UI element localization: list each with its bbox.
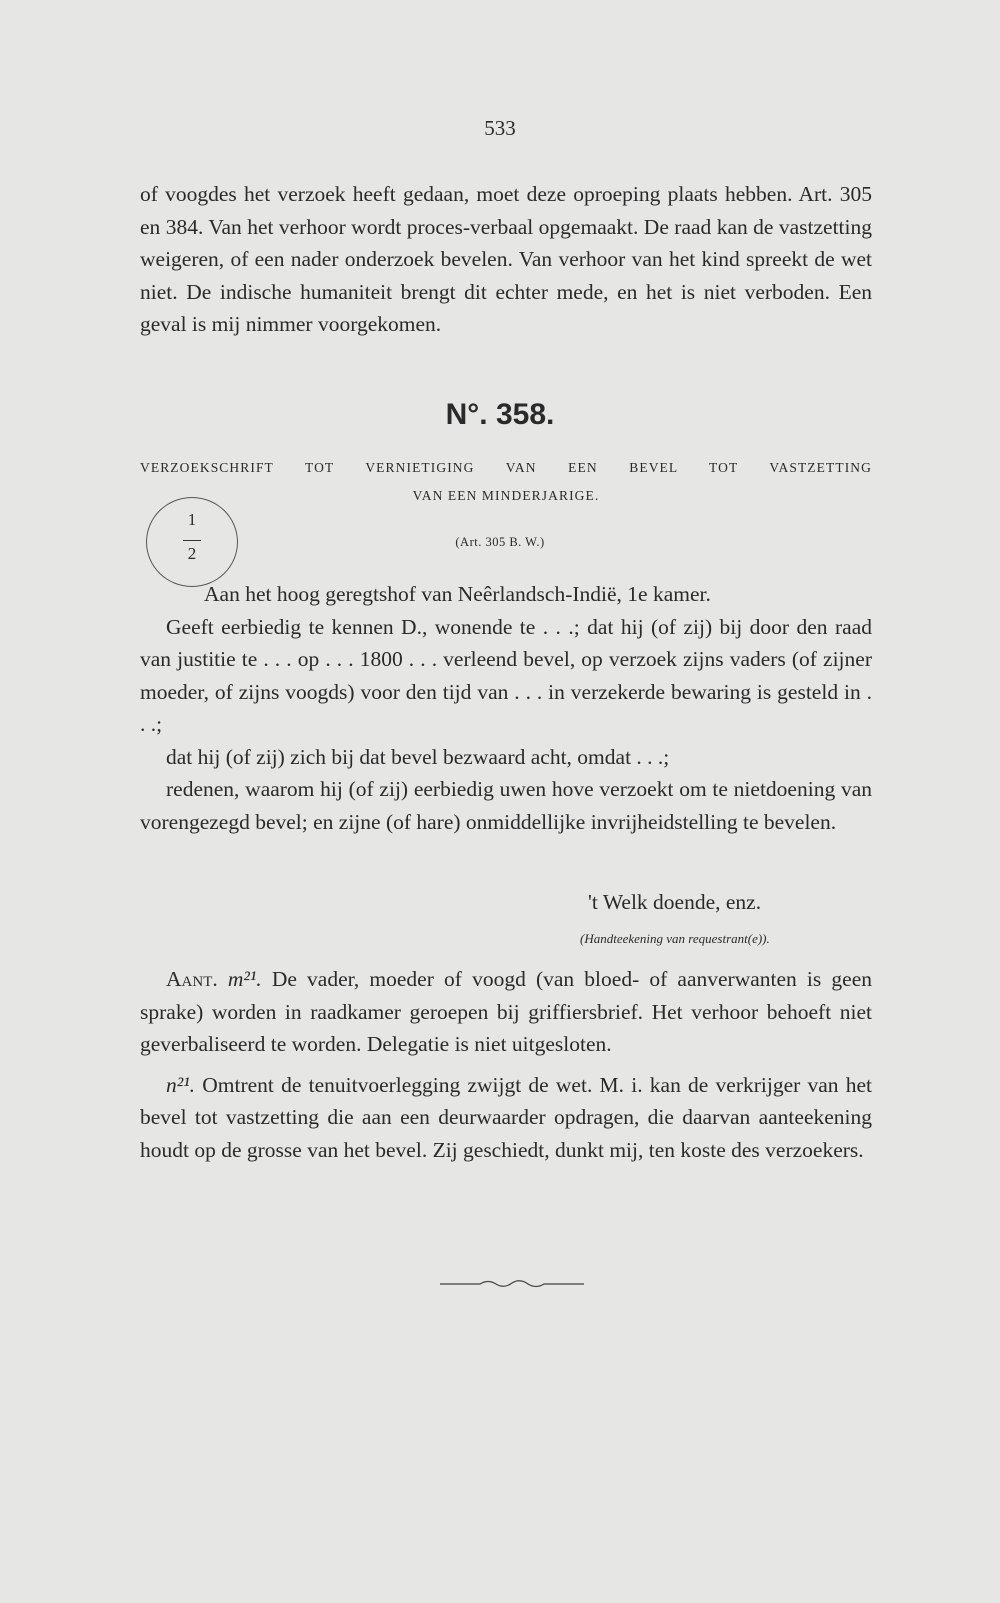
petition-salutation: Aan het hoog geregtshof van Neêrlandsch-Indië, 1e kamer. — [204, 582, 711, 606]
annotations — [140, 963, 872, 1174]
signature-note: (Handteekening van requestrant(e)). — [580, 931, 770, 946]
annotation-mark-m21: m²¹. — [227, 967, 262, 991]
annotation-label: Aant. — [166, 967, 218, 991]
petition-paragraph-3: redenen, waarom hij (of zij) eerbiedig uwen hove verzoekt om te nietdoening van vorengezegd bevel; en zijne (of hare) onmiddellijke invrijheidstelling te bevelen. — [140, 777, 872, 834]
stamp-denominator: 2 — [187, 544, 197, 563]
stamp-numerator: 1 — [187, 510, 197, 529]
annotation-n21 — [140, 1069, 872, 1167]
article-reference: (Art. 305 B. W.) — [455, 535, 545, 549]
intro-paragraph: of voogdes het verzoek heeft gedaan, moet deze oproeping plaats hebben. Art. 305 en 384. Van het verhoor wordt proces-verbaal opgemaakt. De raad kan de vastzetting weigeren, of een nader onderzoek bevelen. Van verhoor van het kind spreekt de wet niet. De indische humaniteit brengt dit echter mede, en het is niet verboden. Een geval is mij nimmer voorgekomen. — [140, 182, 872, 336]
annotation-text-m21: De vader, moeder of voogd (van bloed- of aanverwanten is geen sprake) worden in raadkamer geroepen bij griffiersbrief. Het verhoor behoeft niet geverbaliseerd te worden. Delegatie is niet uitgesloten. — [140, 967, 872, 1056]
subtitle-line-1: VERZOEKSCHRIFT TOT VERNIETIGING VAN EEN BEVEL TOT VASTZETTING — [140, 460, 872, 475]
petition-paragraph-1: Geeft eerbiedig te kennen D., wonende te . . .; dat hij (of zij) bij door den raad van justitie te . . . op . . . 1800 . . . verleend bevel, op verzoek zijns vaders (of zijner moeder, of zijns voogds) voor den tijd van . . . in verzekerde bewaring is gesteld in . . .; — [140, 614, 872, 736]
page-number: 533 — [484, 116, 516, 140]
ornament-divider-icon — [440, 1278, 584, 1288]
section-number: N°. 358. — [445, 398, 555, 431]
petition-paragraph-2: dat hij (of zij) zich bij dat bevel bezwaard acht, omdat . . .; — [166, 744, 670, 769]
petition-text — [140, 578, 872, 838]
petition-closing: 't Welk doende, enz. — [588, 890, 762, 914]
annotation-m21 — [140, 963, 872, 1061]
annotation-mark-n21: n²¹. — [166, 1072, 196, 1097]
subtitle-line-2: VAN EEN MINDERJARIGE. — [412, 488, 600, 503]
annotation-text-n21: Omtrent de tenuitvoerlegging zwijgt de wet. M. i. kan de verkrijger van het bevel tot vastzetting die aan een deurwaarder opdragen, die daarvan aanteekening houdt op de grosse van het bevel. Zij geschiedt, dunkt mij, ten koste des verzoekers. — [140, 1072, 873, 1162]
